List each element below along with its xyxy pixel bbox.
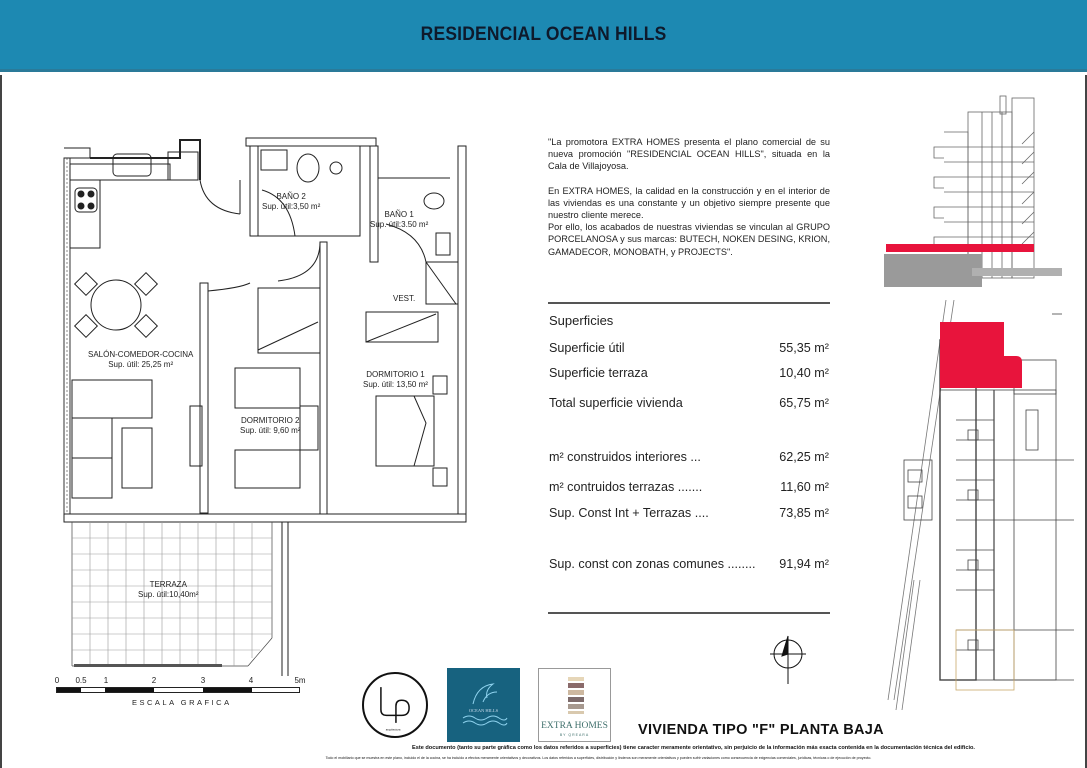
header-banner <box>0 0 1087 72</box>
sup-label: Sup. const con zonas comunes ........ <box>549 557 756 571</box>
room-area: Sup. útil:10,40m² <box>138 590 199 599</box>
sup-label: m² construidos interiores ... <box>549 450 701 464</box>
room-area: Sup. útil:3,50 m² <box>262 202 321 211</box>
room-area: Sup. útil:3.50 m² <box>370 220 429 229</box>
sup-row <box>549 450 829 464</box>
room-name: TERRAZA <box>149 580 187 589</box>
divider-bottom <box>548 612 830 614</box>
intro-paragraph-2: En EXTRA HOMES, la calidad en la construcción y en el interior de las viviendas es una constante y un objetivo siempre presente que nuestro cliente merece. <box>548 185 830 221</box>
divider-top <box>548 302 830 304</box>
room-name: BAÑO 1 <box>384 210 414 219</box>
north-compass <box>766 632 810 688</box>
scale-tick: 0 <box>54 676 60 685</box>
layers-icon <box>539 669 612 719</box>
room-name: VEST. <box>393 294 416 303</box>
room-label-dormitorio-1 <box>363 370 428 390</box>
sup-value: 65,75 m² <box>779 396 829 410</box>
superficies-title: Superficies <box>549 313 614 328</box>
sup-value: 55,35 m² <box>779 341 829 355</box>
sup-label: Superficie terraza <box>549 366 648 380</box>
scale-tick: 0.5 <box>75 676 87 685</box>
scale-caption: ESCALA GRAFICA <box>132 698 232 707</box>
room-label-salon <box>88 350 193 370</box>
extra-homes-logo-subtitle: BY QREARA <box>559 733 590 737</box>
extra-homes-logo <box>538 668 611 742</box>
lp-monogram-icon <box>364 674 426 736</box>
scale-ticks <box>52 676 312 686</box>
sup-row <box>549 557 829 571</box>
sup-label: Superficie útil <box>549 341 625 355</box>
unit-type-title: VIVIENDA TIPO "F" PLANTA BAJA <box>638 722 884 738</box>
disclaimer-main: Este documento (tanto su parte gráfica como los datos referidos a superficies) tiene caracter meramente orientativo, sin perjuicio de la información más exacta contenida en la documentación técnica del edificio. <box>412 745 975 751</box>
sup-value: 11,60 m² <box>780 480 829 494</box>
sup-label: Total superficie vivienda <box>549 396 683 410</box>
sup-row <box>549 341 829 355</box>
intro-paragraph-3: Por ello, los acabados de nuestras viviendas se vinculan al GRUPO PORCELANOSA y sus marcas: BUTECH, NOKEN DESING, KRION, GAMADECOR, MONOBATH, y PROJECTS". <box>548 222 830 257</box>
page-title: RESIDENCIAL OCEAN HILLS <box>420 23 667 45</box>
scale-tick: 1 <box>103 676 109 685</box>
room-area: Sup. útil: 25,25 m² <box>108 360 174 369</box>
sup-value: 10,40 m² <box>779 366 829 380</box>
scale-tick: 2 <box>151 676 157 685</box>
north-arrow-icon <box>766 632 810 688</box>
room-area: Sup. útil: 13,50 m² <box>363 380 428 389</box>
architect-logo <box>362 672 428 738</box>
sup-label: m² contruidos terrazas ....... <box>549 480 703 494</box>
room-name: DORMITORIO 1 <box>366 370 425 379</box>
room-area: Sup. útil: 9,60 m² <box>240 426 301 435</box>
svg-text:arquitectura: arquitectura <box>385 727 401 732</box>
room-name: SALÓN-COMEDOR-COCINA <box>88 350 194 359</box>
highlight-floor <box>886 244 1034 252</box>
ocean-hills-logo-text: OCEAN HILLS <box>468 708 499 713</box>
sup-value: 91,94 m² <box>779 557 829 571</box>
sup-row <box>549 396 829 410</box>
scale-tick: 3 <box>200 676 206 685</box>
sup-value: 62,25 m² <box>779 450 829 464</box>
room-name: BAÑO 2 <box>276 192 306 201</box>
building-elevation <box>884 92 1064 287</box>
intro-text <box>548 136 830 258</box>
disclaimer-small: Todo el mobiliario que se muestra en este plano, incluido el de la cocina, se ha incluido a efectos meramente orientativos y decorativos. Los datos referidos a superficies, distribución y linderos son meramente orientativos y pueden sufrir variaciones como consecuencia de exigencias comerciales, jurídicas, técnicas o de ejecución de proyecto. <box>325 756 872 760</box>
sup-row <box>549 506 829 520</box>
scale-tick: 4 <box>248 676 254 685</box>
scale-bar-graphic <box>56 687 300 693</box>
ocean-hills-logo <box>447 668 520 742</box>
site-plan <box>884 300 1074 720</box>
floor-plan <box>50 118 480 718</box>
room-label-terraza <box>138 580 198 600</box>
scale-bar <box>52 676 312 716</box>
page-border-left <box>0 75 2 768</box>
sup-value: 73,85 m² <box>779 506 829 520</box>
intro-paragraph-1: "La promotora EXTRA HOMES presenta el plano comercial de su nueva promoción "RESIDENCIAL OCEAN HILLS", situada en la Cala de Villajoyosa. <box>548 137 830 172</box>
room-label-vest <box>393 294 415 304</box>
sup-label: Sup. Const Int + Terrazas .... <box>549 506 709 520</box>
sup-row <box>549 480 829 494</box>
room-label-dormitorio-2 <box>240 416 300 436</box>
wave-icon <box>447 668 520 742</box>
room-label-bano-1 <box>370 210 428 230</box>
extra-homes-logo-text: EXTRA HOMES <box>541 721 608 731</box>
room-name: DORMITORIO 2 <box>240 416 300 425</box>
scale-tick: 5m <box>294 676 306 685</box>
room-label-bano-2 <box>262 192 320 212</box>
sup-row <box>549 366 829 380</box>
